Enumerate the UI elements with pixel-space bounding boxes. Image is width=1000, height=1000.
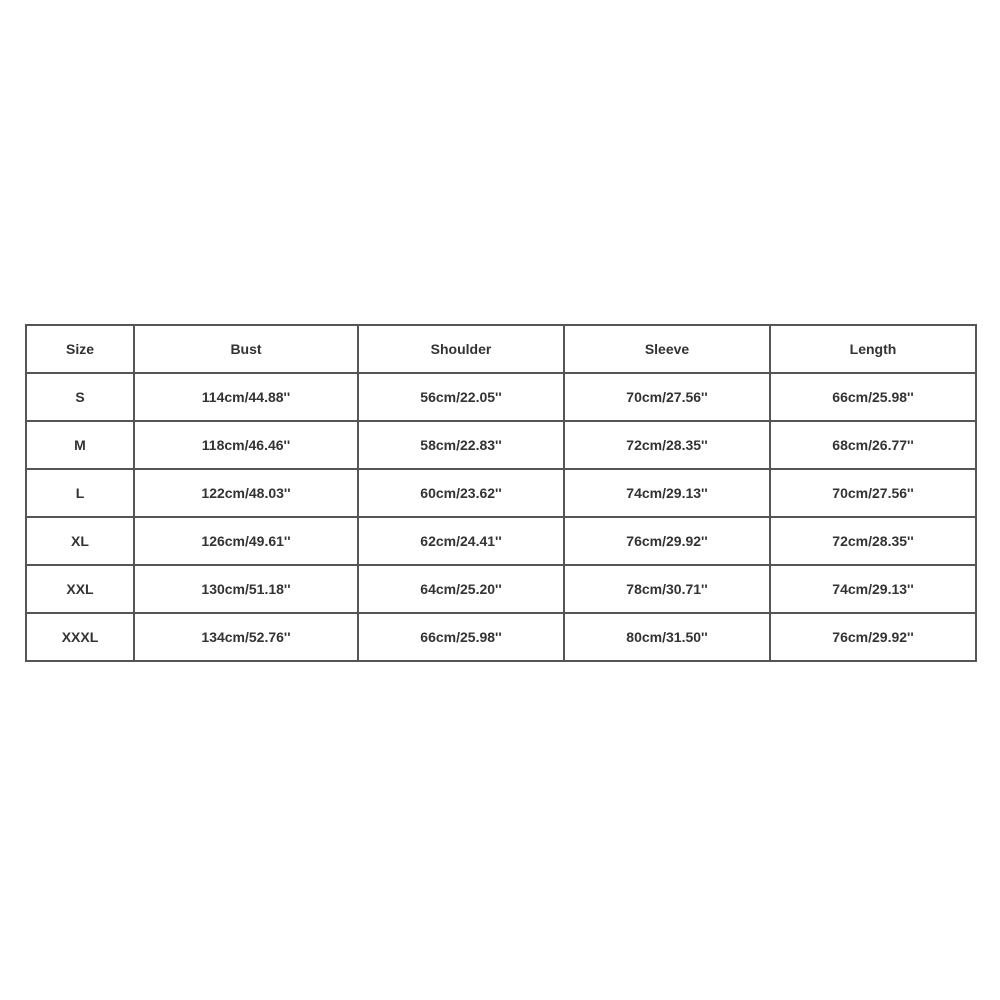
length-cell: 68cm/26.77'' — [770, 421, 976, 469]
table-row — [26, 469, 976, 517]
header-cell-sleeve: Sleeve — [564, 325, 770, 373]
length-cell: 74cm/29.13'' — [770, 565, 976, 613]
header-cell-size: Size — [26, 325, 134, 373]
header-row — [26, 325, 976, 373]
bust-cell: 134cm/52.76'' — [134, 613, 358, 661]
header-cell-length: Length — [770, 325, 976, 373]
bust-cell: 118cm/46.46'' — [134, 421, 358, 469]
length-cell: 70cm/27.56'' — [770, 469, 976, 517]
size-cell: XXXL — [26, 613, 134, 661]
sleeve-cell: 78cm/30.71'' — [564, 565, 770, 613]
size-cell: L — [26, 469, 134, 517]
sleeve-cell: 74cm/29.13'' — [564, 469, 770, 517]
sleeve-cell: 72cm/28.35'' — [564, 421, 770, 469]
shoulder-cell: 60cm/23.62'' — [358, 469, 564, 517]
shoulder-cell: 66cm/25.98'' — [358, 613, 564, 661]
length-cell: 66cm/25.98'' — [770, 373, 976, 421]
bust-cell: 126cm/49.61'' — [134, 517, 358, 565]
size-chart-table — [25, 324, 977, 662]
header-cell-bust: Bust — [134, 325, 358, 373]
shoulder-cell: 62cm/24.41'' — [358, 517, 564, 565]
table-row — [26, 421, 976, 469]
bust-cell: 130cm/51.18'' — [134, 565, 358, 613]
table-row — [26, 565, 976, 613]
sleeve-cell: 80cm/31.50'' — [564, 613, 770, 661]
shoulder-cell: 58cm/22.83'' — [358, 421, 564, 469]
size-cell: M — [26, 421, 134, 469]
sleeve-cell: 70cm/27.56'' — [564, 373, 770, 421]
length-cell: 72cm/28.35'' — [770, 517, 976, 565]
bust-cell: 122cm/48.03'' — [134, 469, 358, 517]
bust-cell: 114cm/44.88'' — [134, 373, 358, 421]
sleeve-cell: 76cm/29.92'' — [564, 517, 770, 565]
length-cell: 76cm/29.92'' — [770, 613, 976, 661]
size-cell: XXL — [26, 565, 134, 613]
size-cell: S — [26, 373, 134, 421]
shoulder-cell: 64cm/25.20'' — [358, 565, 564, 613]
shoulder-cell: 56cm/22.05'' — [358, 373, 564, 421]
table-row — [26, 613, 976, 661]
size-cell: XL — [26, 517, 134, 565]
table-row — [26, 517, 976, 565]
table-row — [26, 373, 976, 421]
header-cell-shoulder: Shoulder — [358, 325, 564, 373]
